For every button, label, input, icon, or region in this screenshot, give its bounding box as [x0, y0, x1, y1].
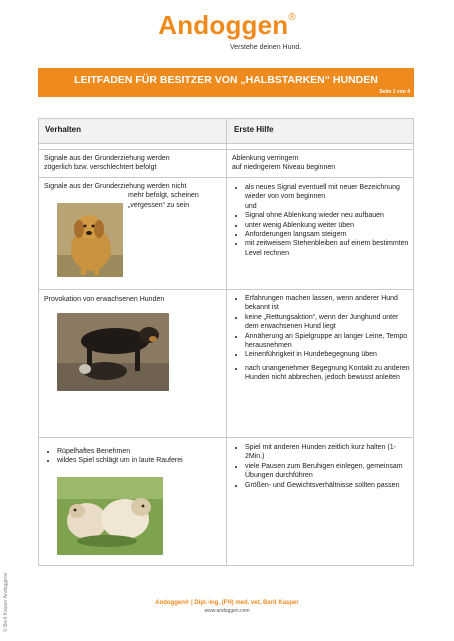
column-header-behavior: Verhalten	[45, 125, 82, 134]
logo-registered-mark: ®	[288, 12, 296, 23]
behavior-item: • Rüpelhaftes Benehmen	[57, 447, 224, 456]
guide-table	[38, 118, 414, 566]
puppy-photo	[57, 203, 123, 277]
table-row-help	[232, 294, 412, 383]
behavior-line: zögerlich bzw. verschlechtert befolgt	[44, 164, 157, 172]
dogs-playing-photo	[57, 313, 169, 391]
row-divider	[39, 177, 413, 178]
row-divider	[39, 289, 413, 290]
row-divider	[39, 437, 413, 438]
column-header-first-aid: Erste Hilfe	[234, 125, 274, 134]
behavior-line: mehr befolgt, scheinen	[128, 192, 199, 200]
help-line: auf niedrigerem Niveau beginnen	[232, 164, 336, 172]
table-row-behavior	[44, 447, 224, 466]
table-row-help	[232, 443, 412, 490]
footer-line: Andoggen® | Dipl.-Ing. (FH) med. vet. Berit Kasper	[155, 600, 299, 606]
help-item: • Größen- und Gewichtsverhältnisse sollten passen	[245, 481, 412, 490]
table-row-behavior	[44, 295, 222, 304]
help-item: • unter wenig Ablenkung weiter üben	[245, 221, 412, 230]
help-item: • mit zeitweisem Stehenbleiben auf einem bestimmten Level rechnen	[245, 239, 412, 258]
dogs-roughhousing-photo	[57, 477, 163, 555]
tagline: Verstehe deinen Hund.	[230, 44, 302, 51]
logo	[0, 10, 454, 41]
table-row-help	[232, 154, 410, 173]
table-row-behavior	[44, 154, 222, 173]
behavior-item: • wildes Spiel schlägt um in laute Rauferei	[57, 456, 224, 465]
help-item: • Anforderungen langsam steigern	[245, 230, 412, 239]
help-item: • Erfahrungen machen lassen, wenn anderer Hund bekannt ist	[245, 294, 412, 313]
help-item: und	[245, 202, 257, 210]
row-divider	[39, 149, 413, 150]
footer-url-link[interactable]: www.andoggen.com	[204, 608, 250, 614]
table-row-help	[232, 183, 412, 258]
page-number: Seite 1 von 4	[379, 89, 410, 95]
row-divider	[39, 143, 413, 144]
help-item: • viele Pausen zum Beruhigen einlegen, gemeinsam Übungen durchführen	[245, 462, 412, 481]
behavior-line: „vergessen“ zu sein	[128, 201, 190, 209]
page-title: LEITFADEN FÜR BESITZER VON „HALBSTARKEN“ HUNDEN	[74, 74, 378, 86]
help-line: Ablenkung verringern	[232, 155, 299, 162]
help-item: • als neues Signal eventuell mit neuer Bezeichnung wieder von vorn beginnen	[245, 183, 412, 202]
help-item: • keine „Rettungsaktion“, wenn der Junghund unter dem erwachsenen Hund liegt	[245, 313, 412, 332]
behavior-line: Provokation von erwachsenen Hunden	[44, 296, 165, 303]
help-item: • Leinenführigkeit in Hundebegegnung üben	[245, 350, 412, 359]
column-divider	[226, 119, 227, 565]
logo-text: Andoggen	[158, 10, 289, 40]
help-item: • Signal ohne Ablenkung wieder neu aufbauen	[245, 211, 412, 220]
help-item: • nach unangenehmer Begegnung Kontakt zu anderen Hunden nicht abbrechen, jedoch bewusst anleiten	[245, 364, 412, 383]
help-item: • Spiel mit anderen Hunden zeitlich kurz halten (1-2Min.)	[245, 443, 412, 462]
behavior-line: Signale aus der Grunderziehung werden nicht	[44, 183, 187, 190]
copyright-note: © Berit Kasper Andoggene	[3, 572, 9, 632]
footer	[0, 600, 454, 614]
help-item: • Annäherung an Spielgruppe an langer Leine, Tempo herausnehmen	[245, 332, 412, 351]
behavior-line: Signale aus der Grunderziehung werden	[44, 155, 170, 162]
title-banner	[38, 68, 414, 97]
